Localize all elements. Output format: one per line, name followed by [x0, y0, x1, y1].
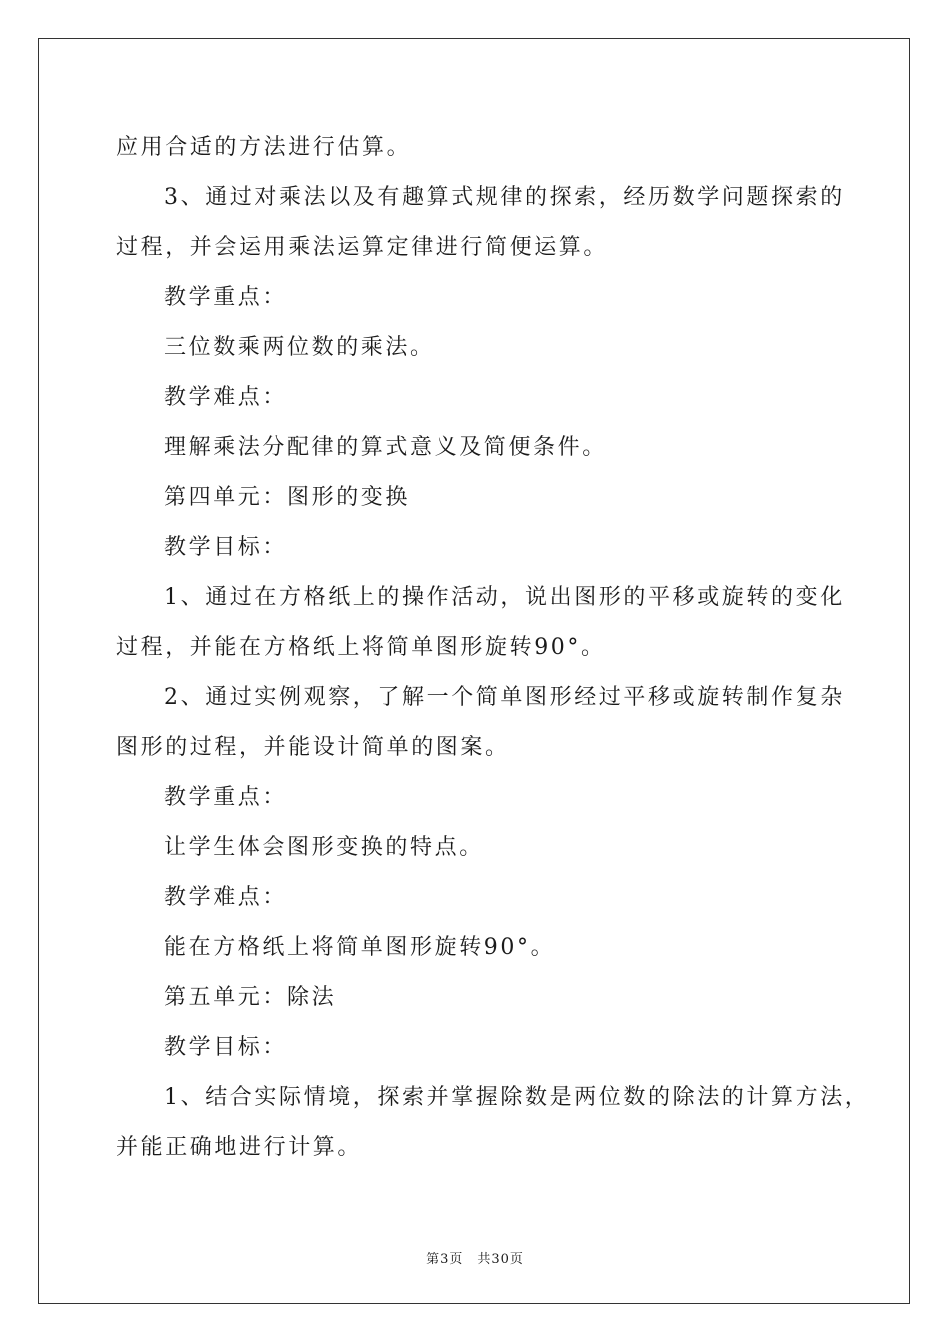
paragraph-line: 让学生体会图形变换的特点。	[164, 835, 484, 860]
section-label: 教学重点：	[164, 785, 288, 810]
paragraph-line: 2、通过实例观察，了解一个简单图形经过平移或旋转制作复杂	[164, 685, 845, 710]
section-label: 教学目标：	[164, 1035, 288, 1060]
paragraph-line: 过程，并会运用乘法运算定律进行简便运算。	[116, 235, 609, 260]
unit-heading: 第五单元：除法	[164, 985, 337, 1010]
paragraph-line: 过程，并能在方格纸上将简单图形旋转90°。	[116, 635, 606, 660]
section-label: 教学目标：	[164, 535, 288, 560]
paragraph-line: 图形的过程，并能设计简单的图案。	[116, 735, 510, 760]
document-body	[116, 128, 870, 1178]
current-page-label: 第3页	[426, 1252, 464, 1267]
paragraph-line: 三位数乘两位数的乘法。	[164, 335, 435, 360]
paragraph-line: 能在方格纸上将简单图形旋转90°。	[164, 935, 556, 960]
paragraph-line: 理解乘法分配律的算式意义及简便条件。	[164, 435, 607, 460]
section-label: 教学难点：	[164, 885, 288, 910]
paragraph-line: 3、通过对乘法以及有趣算式规律的探索，经历数学问题探索的	[164, 185, 845, 210]
section-label: 教学重点：	[164, 285, 288, 310]
paragraph-line: 1、通过在方格纸上的操作活动，说出图形的平移或旋转的变化	[164, 585, 845, 610]
section-label: 教学难点：	[164, 385, 288, 410]
paragraph-line: 1、结合实际情境，探索并掌握除数是两位数的除法的计算方法，	[164, 1085, 870, 1110]
unit-heading: 第四单元：图形的变换	[164, 485, 411, 510]
total-pages-label: 共30页	[477, 1252, 524, 1267]
paragraph-line: 并能正确地进行计算。	[116, 1135, 363, 1160]
page-footer	[0, 1248, 950, 1267]
paragraph-line: 应用合适的方法进行估算。	[116, 135, 412, 160]
